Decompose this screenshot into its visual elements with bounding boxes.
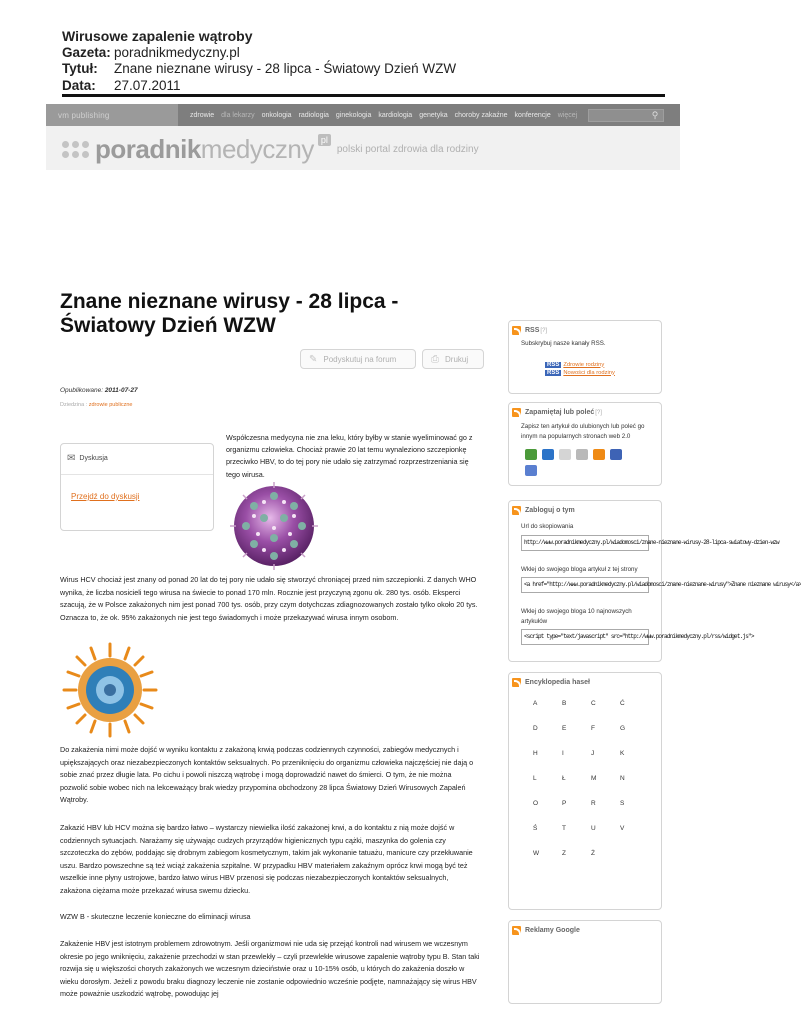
letter-link[interactable]: M [591, 775, 597, 782]
rss-link-zdrowie-rodziny[interactable]: Zdrowie rodziny [563, 361, 605, 368]
date-label: Data: [62, 77, 96, 93]
letter-link[interactable]: Ć [620, 700, 625, 707]
site-header [46, 126, 680, 170]
flaker-icon[interactable] [593, 449, 605, 460]
letter-link[interactable]: W [533, 850, 540, 857]
logo-badge: pl [318, 134, 331, 146]
discussion-header [61, 444, 213, 464]
breadcrumb-link[interactable]: zdrowie publiczne [88, 402, 133, 408]
letter-link[interactable]: U [591, 825, 596, 832]
letter-link[interactable]: P [562, 800, 567, 807]
letter-link[interactable]: K [620, 750, 625, 757]
ads-title: Reklamy Google [525, 927, 580, 934]
site-logo[interactable] [62, 134, 479, 165]
bookmark-help[interactable]: [?] [595, 409, 602, 416]
rss-feed-2[interactable] [545, 370, 661, 376]
article-intro: Współczesna medycyna nie zna leku, który byłby w stanie wyeliminować go z organizmu człowieka. Chociaż prawie 20 lat temu wynaleziono szczepionkę przeciwko HBV, to do tej pory nie udało się zatrzymać rozprzestrzeniania się tego wirusa. [226, 433, 473, 479]
nav-links [190, 112, 584, 119]
discussion-icon: ✉ [67, 453, 76, 464]
discuss-forum-button[interactable] [300, 349, 416, 369]
ads-header [509, 921, 661, 935]
discuss-forum-label: Podyskutuj na forum [323, 354, 397, 364]
facebook-icon[interactable] [610, 449, 622, 460]
wykop-icon[interactable] [525, 449, 537, 460]
letter-link[interactable]: R [591, 800, 596, 807]
letter-link[interactable]: Ł [562, 775, 566, 782]
rss-badge: RSS [547, 369, 560, 376]
go-to-discussion-link[interactable]: Przejdź do dyskusji [71, 492, 140, 501]
breadcrumb: Dziedzina : zdrowie publiczne [60, 402, 133, 408]
letter-link[interactable]: Ś [533, 825, 538, 832]
blog-article-label: Wklej do swojego bloga artykuł z tej strony [521, 565, 638, 573]
bookmark-header [509, 403, 661, 417]
nav-link-ginekologia[interactable]: ginekologia [335, 111, 372, 119]
search-icon[interactable]: ⚲ [651, 110, 659, 120]
site-navbar [46, 104, 680, 126]
letter-link[interactable]: Ż [591, 850, 595, 857]
letter-link[interactable]: O [533, 800, 539, 807]
title-label: Tytuł: [62, 61, 98, 76]
encyclopedia-title: Encyklopedia haseł [525, 679, 590, 686]
rss-title: RSS [525, 327, 540, 334]
blog-box [508, 500, 801, 662]
letter-link[interactable]: H [533, 750, 538, 757]
letter-link[interactable]: C [591, 700, 596, 707]
title-value: Znane nieznane wirusy - 28 lipca - Światowy Dzień WZW [114, 61, 457, 76]
encyclopedia-header [509, 673, 661, 687]
source-label: Gazeta: [62, 44, 111, 60]
gg-icon[interactable] [525, 465, 537, 476]
digg-icon[interactable] [542, 449, 554, 460]
ads-box [508, 920, 662, 1004]
blip-icon[interactable] [576, 449, 588, 460]
letter-link[interactable]: A [533, 700, 538, 707]
letter-link[interactable]: N [620, 775, 625, 782]
rss-icon [512, 326, 521, 335]
letter-link[interactable]: D [533, 725, 538, 732]
encyclopedia-box [508, 672, 662, 910]
letter-link[interactable]: V [620, 825, 625, 832]
print-label: Drukuj [445, 354, 469, 364]
bookmark-title: Zapamiętaj lub poleć [525, 409, 595, 416]
article-subheading: WZW B - skuteczne leczenie konieczne do eliminacji wirusa [60, 912, 251, 921]
article-paragraph-1: Wirus HCV chociaż jest znany od ponad 20 lat do tej pory nie udało się stworzyć chroniącej przed nim szczepionki. Z danych WHO wynika, że liczba nosicieli tego wirusa na świecie to ponad 170 mln. Rocznie jest przyczyną zgonu ok. 280 tys. osób. Eksperci szacują, że w Polsce zakażonych nim jest ponad 700 tys. osób, przy czym dotychczas zdiagnozowanych zostało tylko około 20 tys. Oznacza to, że ok. 95% zakażonych nie jest tego świadomych i może przekazywać wirusa innym osobom. [60, 575, 478, 622]
speech-bubble-icon: ✎ [309, 353, 318, 365]
document-metadata [62, 28, 456, 94]
url-label: Url do skopiowania [521, 523, 574, 530]
encyclopedia-icon [512, 678, 521, 687]
rss-link-nowosci[interactable]: Nowości dla rodziny [563, 369, 615, 376]
nav-link-genetyka[interactable]: genetyka [419, 111, 448, 119]
social-bookmarks [525, 449, 635, 476]
letter-link[interactable]: Z [562, 850, 566, 857]
nav-link-wiecej[interactable]: więcej [557, 111, 578, 119]
letter-link[interactable]: J [591, 750, 595, 757]
document-heading: Wirusowe zapalenie wątroby [62, 28, 253, 44]
ads-icon [512, 926, 521, 935]
rss-badge: RSS [547, 361, 560, 368]
delicious-icon[interactable] [559, 449, 571, 460]
nav-link-konferencje[interactable]: konferencje [514, 111, 551, 119]
letter-link[interactable]: B [562, 700, 567, 707]
source-value: poradnikmedyczny.pl [114, 44, 240, 60]
blog-article-field[interactable]: <a href="http://www.poradnikmedyczny.pl/wiadomosci/znane-nieznane-wirusy">Znane nieznane wirusy</a> [521, 577, 649, 593]
article-title: Znane nieznane wirusy - 28 lipca - Światowy Dzień WZW [60, 290, 399, 337]
letter-link[interactable]: T [562, 825, 566, 832]
letter-index [533, 700, 661, 857]
discussion-divider [61, 474, 213, 475]
letter-link[interactable]: E [562, 725, 567, 732]
rss-header [509, 321, 661, 335]
rss-help[interactable]: [?] [540, 327, 548, 334]
blog-latest-label: Wklej do swojego bloga 10 najnowszych artykułów [521, 608, 632, 625]
letter-link[interactable]: L [533, 775, 537, 782]
blog-latest-field[interactable]: <script type="text/javascript" src="http://www.poradnikmedyczny.pl/rss/widget.js"> [521, 629, 649, 645]
url-field[interactable]: http://www.poradnikmedyczny.pl/wiadomosci/znane-nieznane-wirusy-28-lipca-swiatowy-dzien-wzw [521, 535, 649, 551]
date-value: 27.07.2011 [114, 77, 181, 93]
hcv-virus-image [60, 642, 160, 738]
printer-icon: ⎙ [431, 353, 439, 365]
logo-dots-icon [62, 141, 89, 158]
blog-title: Zabloguj o tym [525, 507, 575, 514]
nav-link-choroby-zakazne[interactable]: choroby zakaźne [454, 111, 508, 119]
article-paragraph-4: Zakażenie HBV jest istotnym problemem zdrowotnym. Jeśli organizmowi nie uda się przejąć kontroli nad wirusem we wczesnym okresie po jego wniknięciu, zakażenie przechodzi w stan przewlekły – czyli przewlekłe wirusowe zapalenie wątroby typu B. Stan taki rozwija się u większości chorych zakażonych we wczesnym dzieciństwie oraz u 10-15% osób, u których do zakażenia doszło w wieku dorosłym. Jeżeli z powodu braku diagnozy leczenie nie zostanie odpowiednio wcześnie podjęte, namnażający się wirus HBV może poważnie uszkodzić wątrobę, powodując jej [60, 939, 480, 998]
published-date: Opublikowane: 2011-07-27 [60, 387, 138, 394]
nav-link-kardiologia[interactable]: kardiologia [378, 111, 413, 119]
nav-link-dla-lekarzy[interactable]: dla lekarzy [221, 111, 255, 119]
print-button[interactable] [422, 349, 484, 369]
rss-description: Subskrybuj nasze kanały RSS. [521, 340, 606, 347]
header-rule [62, 94, 665, 97]
discussion-box [60, 443, 214, 531]
letter-link[interactable]: I [562, 750, 564, 757]
blog-icon [512, 506, 521, 515]
publisher-brand[interactable]: vm publishing [46, 104, 178, 126]
nav-link-zdrowie[interactable]: zdrowie [190, 111, 215, 119]
rss-feed-1[interactable] [545, 362, 661, 368]
logo-text-poradnik: poradnik [95, 134, 201, 164]
article-paragraph-3: Zakazić HBV lub HCV można się bardzo łatwo – wystarczy niewielka ilość zakażonej krwi, a do kontaktu z nią może dojść w codziennych sytuacjach. Narażamy się używając cudzych przyrządów higienicznych typu cążki, maszynka do golenia czy szczoteczka do zębów, poddając się drobnym zabiegom kosmetycznym, takim jak wykonanie tatuażu, manicure czy przekłuwanie uszu. Bardzo powszechne są też wciąż zakażenia szpitalne. W przypadku HBV materiałem zakaźnym oprócz krwi mogą być też wszelkie inne płyny ustrojowe, bardzo łatwo wirus HBV przenosi się podczas niezabezpieczonych kontaktów seksualnych, zakażona ciężarna może przekazać wirusa swemu dziecku. [60, 823, 473, 895]
bookmark-description: Zapisz ten artykuł do ulubionych lub poleć go innym na popularnych stronach web 2.0 [521, 423, 645, 440]
logo-text-medyczny: medyczny [200, 134, 314, 164]
discussion-title: Dyskusja [79, 455, 108, 462]
letter-link[interactable]: G [620, 725, 626, 732]
blog-header [509, 501, 661, 515]
letter-link[interactable]: S [620, 800, 625, 807]
letter-link[interactable]: F [591, 725, 595, 732]
rss-box [508, 320, 662, 394]
article-paragraph-2: Do zakażenia nimi może dojść w wyniku kontaktu z zakażoną krwią podczas codziennych czynności, zabiegów medycznych i upiększających oraz niezabezpieczonych kontaktów seksualnych. Po przeniknięciu do organizmu człowieka najczęściej nie dają o sobie znać przez długie lata. Po cichu i powoli niszczą wątrobę i mogą doprowadzić nawet do śmierci. O tym, że nie można pozwolić sobie wobec nich na lekceważący brak wiedzy przypomina obchodzony 28 lipca Światowy Dzień Wirusowych Zapaleń Wątroby. [60, 745, 474, 804]
bookmark-box [508, 402, 662, 486]
bookmark-icon [512, 408, 521, 417]
logo-tagline: polski portal zdrowia dla rodziny [336, 144, 479, 155]
nav-link-onkologia[interactable]: onkologia [261, 111, 292, 119]
nav-link-radiologia[interactable]: radiologia [298, 111, 329, 119]
hbv-virus-image [224, 480, 324, 572]
